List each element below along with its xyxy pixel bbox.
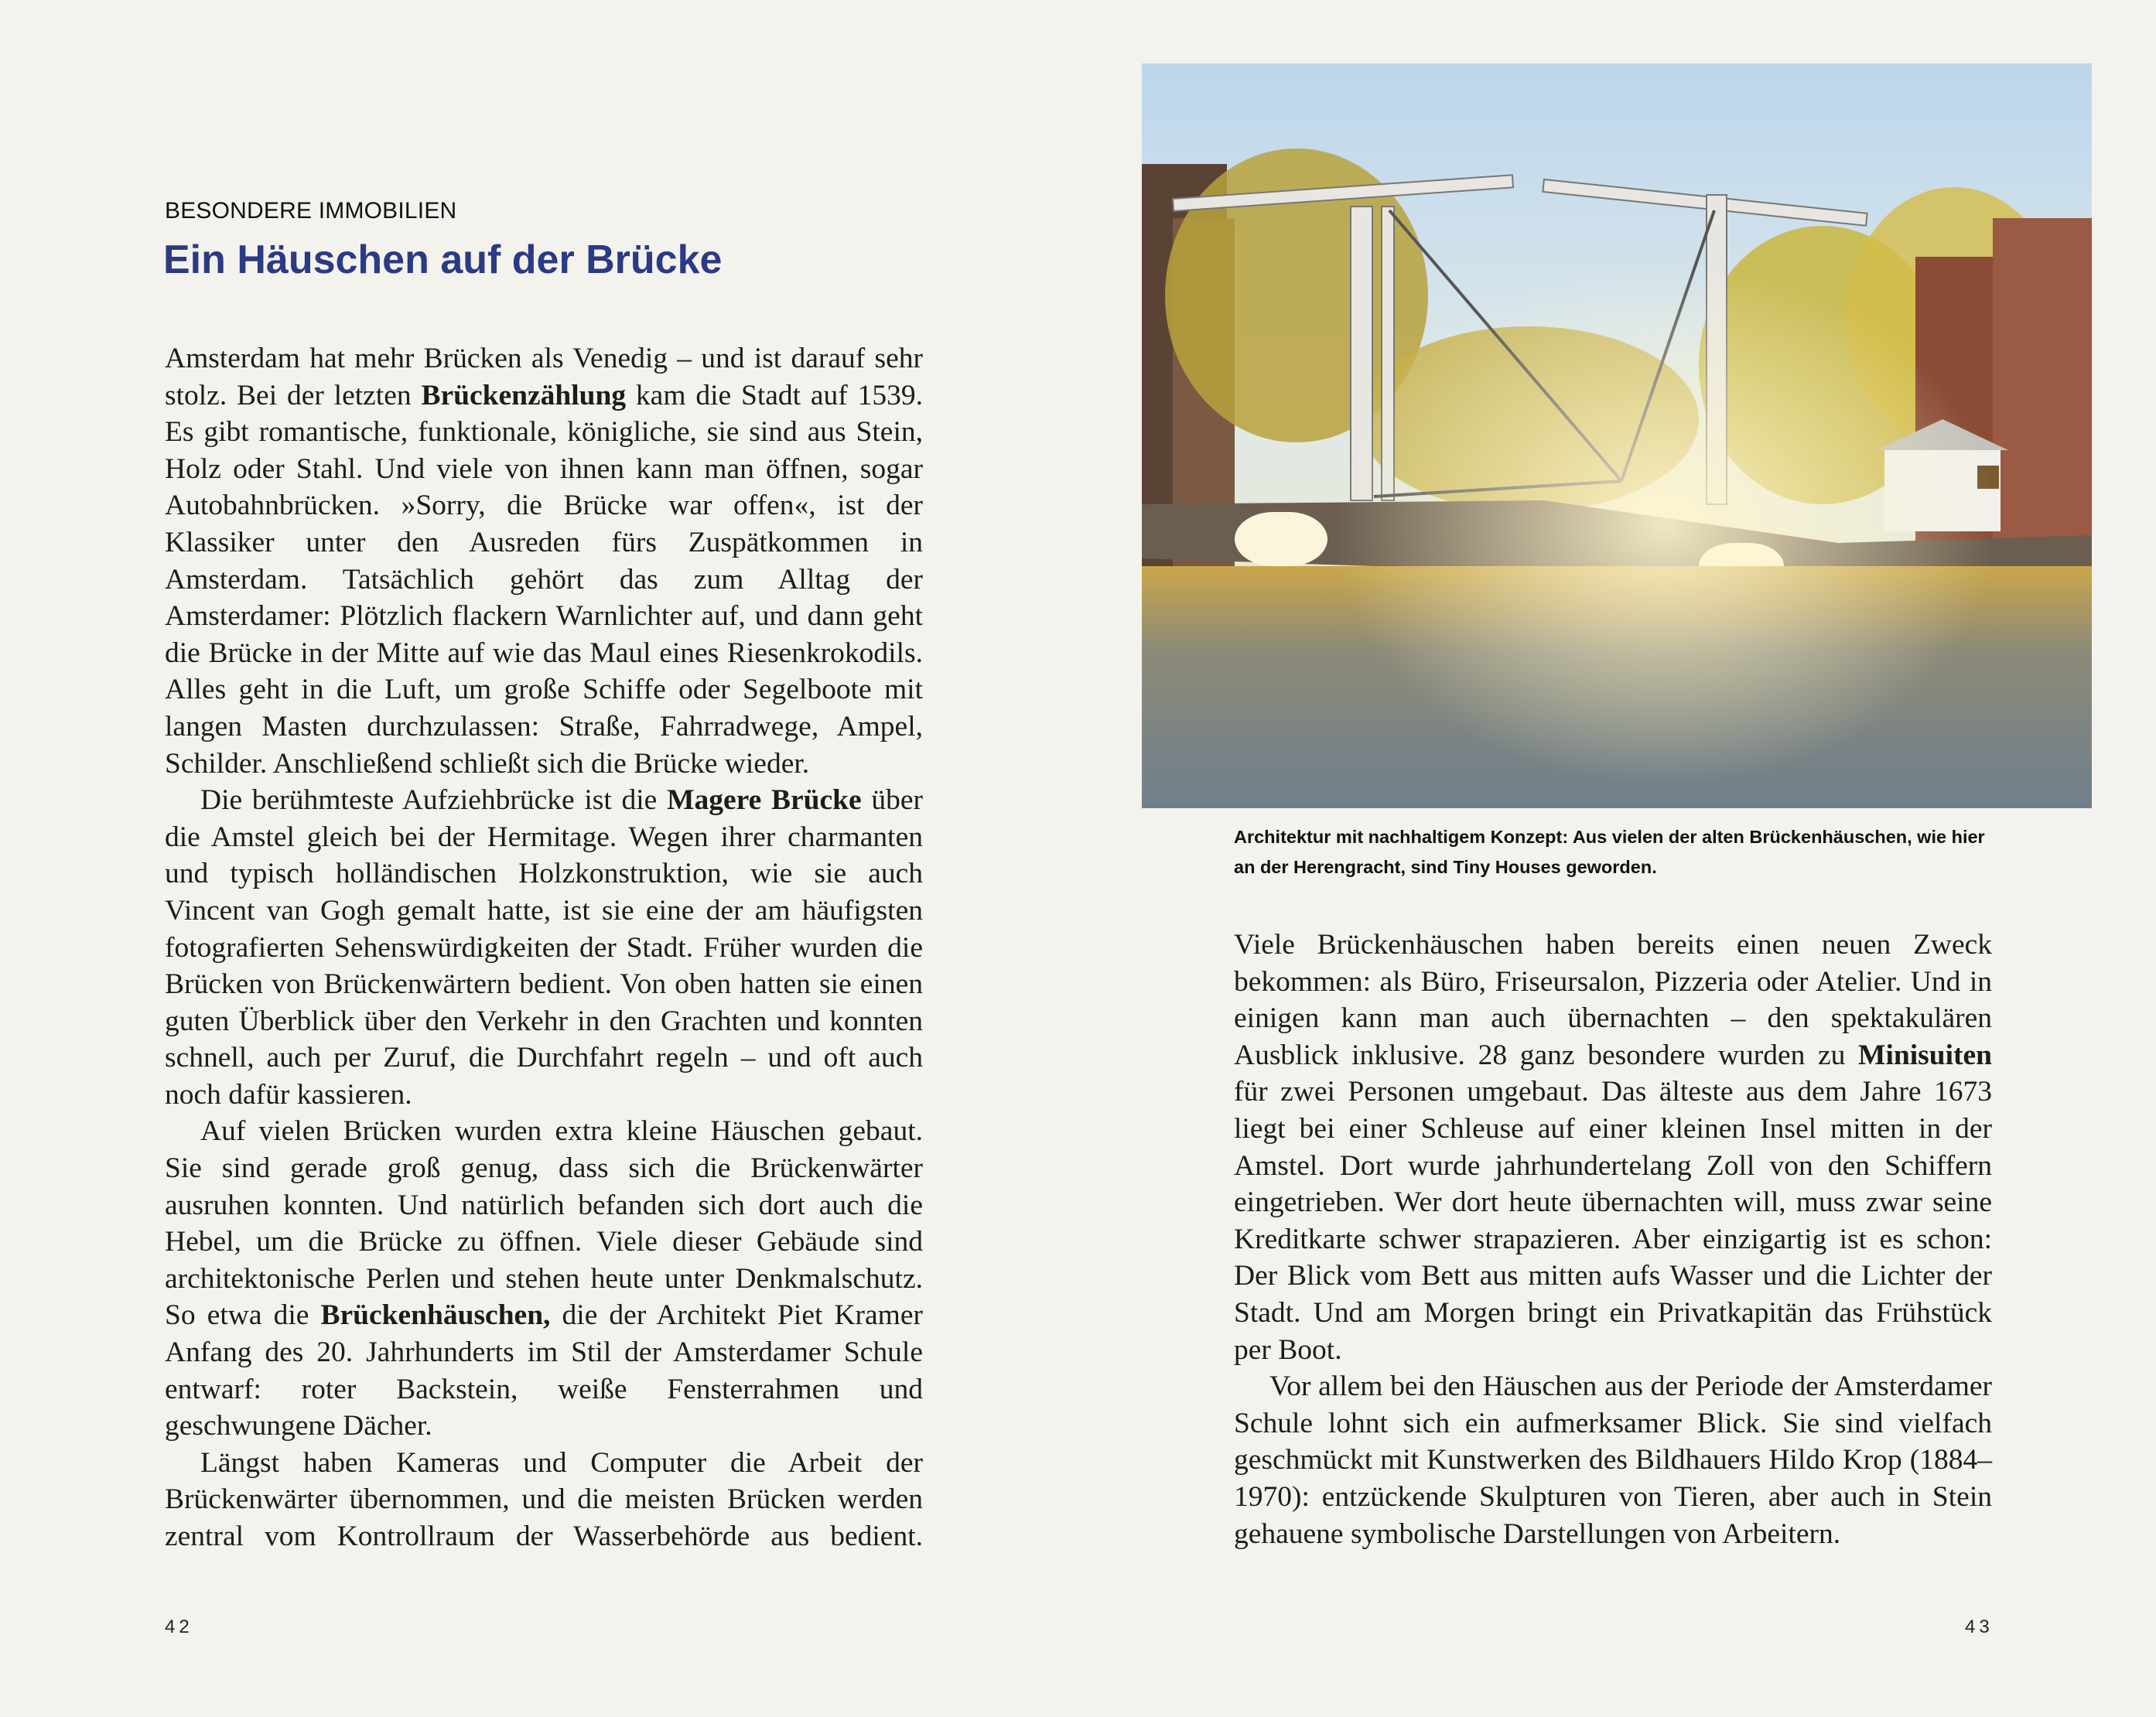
right-body-text bbox=[1234, 927, 1992, 1552]
bold-term: Minisuiten bbox=[1858, 1039, 1992, 1071]
text-run: kam die Stadt auf 1539. Es gibt romantische, funktionale, königliche, sie sind aus Stein, Holz oder Stahl. Und viele von ihnen kann man öffnen, sogar Autobahnbrücken. »Sorry, die Brücke war offen«, ist der Klassiker unter den Ausreden fürs Zuspätkommen in Amsterdam. Tatsächlich gehört das zum Alltag der Amsterdamer: Plötzlich flackern Warnlichter auf, und dann geht die Brücke in der Mitte auf wie das Maul eines Riesenkrokodils. Alles geht in die Luft, um große Schiffe oder Segelboote mit langen Masten durchzulassen: Straße, Fahrradwege, Ampel, Schilder. Anschließend schließt sich die Brücke wieder. bbox=[165, 379, 923, 780]
body-paragraph bbox=[165, 1445, 923, 1555]
text-run: Viele Brückenhäuschen haben bereits einen neuen Zweck bekommen: als Büro, Friseursalon, Pizzeria oder Atelier. Und in einigen kann man auch übernachten – den spektakulären Ausblick inklusive. 28 ganz besondere wurden zu bbox=[1234, 929, 1992, 1071]
text-run: die der Architekt Piet Kramer Anfang des 20. Jahrhunderts im Stil der Amsterdamer Schule entwarf: roter Backstein, weiße Fensterrahmen und geschwungene Dächer. bbox=[165, 1299, 923, 1442]
text-run: über die Amstel gleich bei der Hermitage. Wegen ihrer charmanten und typisch holländischen Holzkonstruktion, wie sie auch Vincent van Gogh gemalt hatte, ist sie eine der am häufigsten fotografierten Sehenswürdigkeiten der Stadt. Früher wurden die Brücken von Brückenwärtern bedient. Von oben hatten sie einen guten Überblick über den Verkehr in den Grachten und konnten schnell, auch per Zuruf, die Durchfahrt regeln – und oft auch noch dafür kassieren. bbox=[165, 784, 923, 1111]
bold-term: Magere Brücke bbox=[667, 784, 862, 817]
text-run: Längst haben Kameras und Computer die Arbeit der Brückenwärter übernommen, und die meisten Brücken werden zentral vom Kontrollraum der Wasserbehörde aus bedient. bbox=[165, 1446, 923, 1552]
bridge-photo-image bbox=[1142, 63, 2092, 808]
body-paragraph bbox=[165, 1113, 923, 1444]
bold-term: Brückenhäuschen, bbox=[320, 1299, 551, 1332]
body-paragraph bbox=[1234, 1368, 1992, 1552]
chapter-title: Ein Häuschen auf der Brücke bbox=[163, 237, 723, 282]
body-paragraph bbox=[165, 340, 923, 782]
body-paragraph bbox=[165, 782, 923, 1113]
photo-caption: Architektur mit nachhaltigem Konzept: Aus vielen der alten Brückenhäuschen, wie hier an der Herengracht, sind Tiny Houses geworden. bbox=[1234, 827, 1985, 877]
body-paragraph bbox=[1234, 927, 1992, 1368]
page-number-left: 42 bbox=[165, 1616, 193, 1637]
page-number-right: 43 bbox=[1965, 1616, 1994, 1637]
text-run: Die berühmteste Aufziehbrücke ist die bbox=[200, 784, 668, 817]
bridge-photo bbox=[1142, 63, 2092, 808]
left-body-text bbox=[165, 340, 923, 1555]
text-run: Vor allem bei den Häuschen aus der Periode der Amsterdamer Schule lohnt sich ein aufmerksamer Blick. Sie sind vielfach geschmückt mit Kunstwerken des Bildhauers Hildo Krop (1884–1970): entzückende Skulpturen von Tieren, aber auch in Stein gehauene symbolische Darstellungen von Arbeitern. bbox=[1234, 1371, 1992, 1550]
text-run: für zwei Personen umgebaut. Das älteste aus dem Jahre 1673 liegt bei einer Schleuse auf einer kleinen Insel mitten in der Amstel. Dort wurde jahrhundertelang Zoll von den Schiffern eingetrieben. Wer dort heute übernachten will, muss zwar seine Kreditkarte schwer strapazieren. Aber einzigartig ist es schon: Der Blick vom Bett aus mitten aufs Wasser und die Lichter der Stadt. Und am Morgen bringt ein Privatkapitän das Frühstück per Boot. bbox=[1234, 1076, 1992, 1366]
section-kicker: BESONDERE IMMOBILIEN bbox=[165, 198, 457, 224]
bold-term: Brückenzählung bbox=[421, 379, 627, 411]
text-run: Amsterdam hat mehr Brücken als Venedig – und ist darauf sehr stolz. Bei der letzten bbox=[165, 343, 923, 411]
text-run: Auf vielen Brücken wurden extra kleine Häuschen gebaut. Sie sind gerade groß genug, dass sich die Brückenwärter ausruhen konnten. Und natürlich befanden sich dort auch die Hebel, um die Brücke zu öffnen. Viele dieser Gebäude sind architektonische Perlen und stehen heute unter Denkmalschutz. So etwa die bbox=[165, 1115, 923, 1332]
